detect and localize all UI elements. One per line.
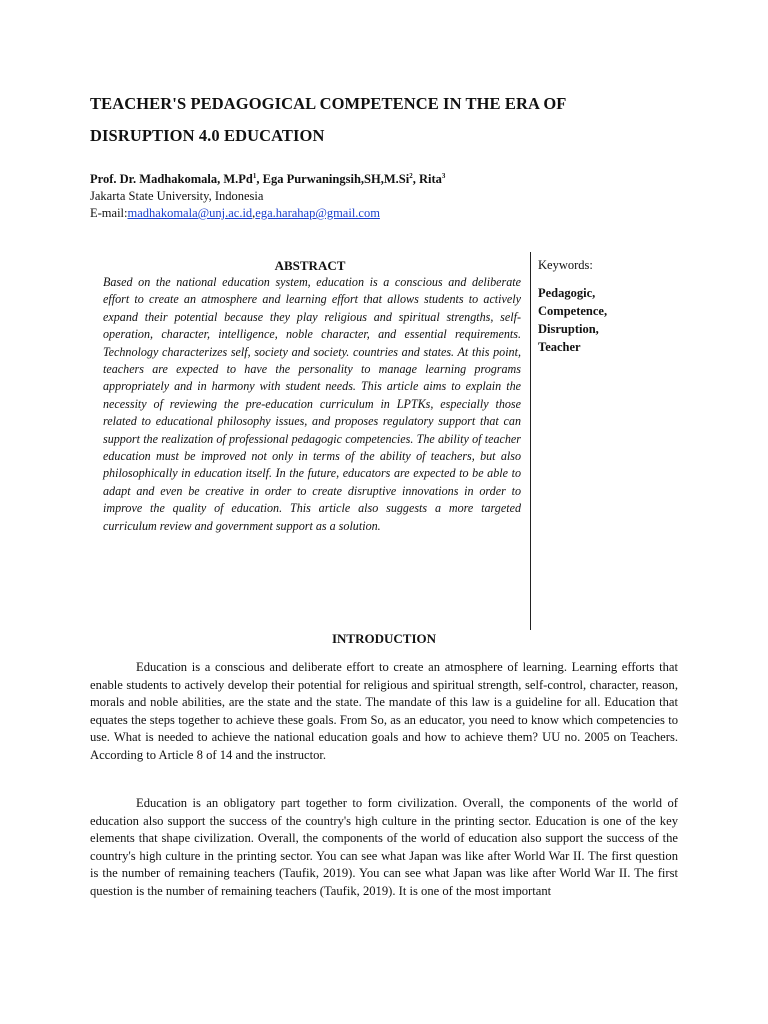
paper-title bbox=[90, 88, 690, 152]
author-list bbox=[90, 171, 690, 188]
keyword-item: Teacher bbox=[538, 340, 581, 354]
abstract-heading: ABSTRACT bbox=[274, 258, 346, 273]
author-3-affiliation-mark: 3 bbox=[441, 171, 446, 180]
introduction-heading: INTRODUCTION bbox=[331, 631, 436, 646]
email-link-1[interactable]: madhakomala@unj.ac.id bbox=[127, 206, 253, 220]
author-2: , Ega Purwaningsih,SH,M.Si bbox=[256, 172, 410, 186]
abstract-text: Based on the national education system, education is a conscious and deliberate effort to create an atmosphere and learning effort that allows students to actively expand their potential because they play religious and spiritual strengths, self-operation, character, intelligence, noble character, and essential requirements. Technology characterizes self, society and society. countries and states. At this point, teachers are expected to have the personality to manage learning programs appropriately and in harmony with student needs. This article aims to explain the necessity of reviewing the pre-education curriculum in LPTKs, especially those related to educational philosophy issues, and proposes regulatory support that can support the realization of professional pedagogic competencies. The ability of teacher education must be improved not only in terms of the ability of teachers, but also philosophically in education itself. In the future, educators are expected to be able to adapt and even be creative in order to create disruptive innovations in order to improve the quality of education. This article also suggests a more targeted curriculum review and government support as a solution. bbox=[103, 275, 521, 533]
email-line bbox=[90, 205, 380, 222]
keywords-label: Keywords: bbox=[538, 258, 593, 272]
keyword-item: Competence, bbox=[538, 304, 608, 318]
author-2-affiliation-mark: 2 bbox=[409, 171, 413, 180]
title-line-1: TEACHER'S PEDAGOGICAL COMPETENCE IN THE ERA OF bbox=[90, 94, 567, 113]
author-1-affiliation-mark: 1 bbox=[252, 171, 257, 180]
title-line-2: DISRUPTION 4.0 EDUCATION bbox=[90, 126, 325, 145]
email-label: E-mail: bbox=[90, 206, 128, 220]
email-separator: , bbox=[252, 206, 256, 220]
author-3: , Rita bbox=[412, 172, 442, 186]
affiliation: Jakarta State University, Indonesia bbox=[90, 189, 264, 203]
email-link-2[interactable]: ega.harahap@gmail.com bbox=[255, 206, 380, 220]
keywords-list bbox=[538, 284, 678, 356]
keyword-item: Pedagogic, bbox=[538, 286, 596, 300]
keyword-item: Disruption, bbox=[538, 322, 599, 336]
introduction-paragraph-1: Education is a conscious and deliberate effort to create an atmosphere of learning. Learning efforts that enable students to actively develop their potential for religious and spiritual strength, self-control, character, reason, morals and noble abilities, are the state and the state. The mandate of this law is a guideline for all. Education that equates the steps together to achieve these goals. From So, as an educator, you need to know which competencies to use. What is needed to achieve the national education goals and how to achieve them? UU no. 2005 on Teachers. According to Article 8 of 14 and the instructor. bbox=[90, 660, 678, 762]
column-divider bbox=[530, 252, 531, 630]
author-1: Prof. Dr. Madhakomala, M.Pd bbox=[90, 172, 253, 186]
introduction-paragraph-2: Education is an obligatory part together to form civilization. Overall, the components of the world of education also support the success of the country's high culture in the printing sector. Education is one of the key elements that shape civilization. Overall, the components of the world of education also support the success of the country's high culture in the printing sector. You can see what Japan was like after World War II. The first question is the number of remaining teachers (Taufik, 2019). You can see what Japan was like after World War II. The first question is the number of remaining teachers (Taufik, 2019). It is one of the most important bbox=[90, 796, 678, 898]
